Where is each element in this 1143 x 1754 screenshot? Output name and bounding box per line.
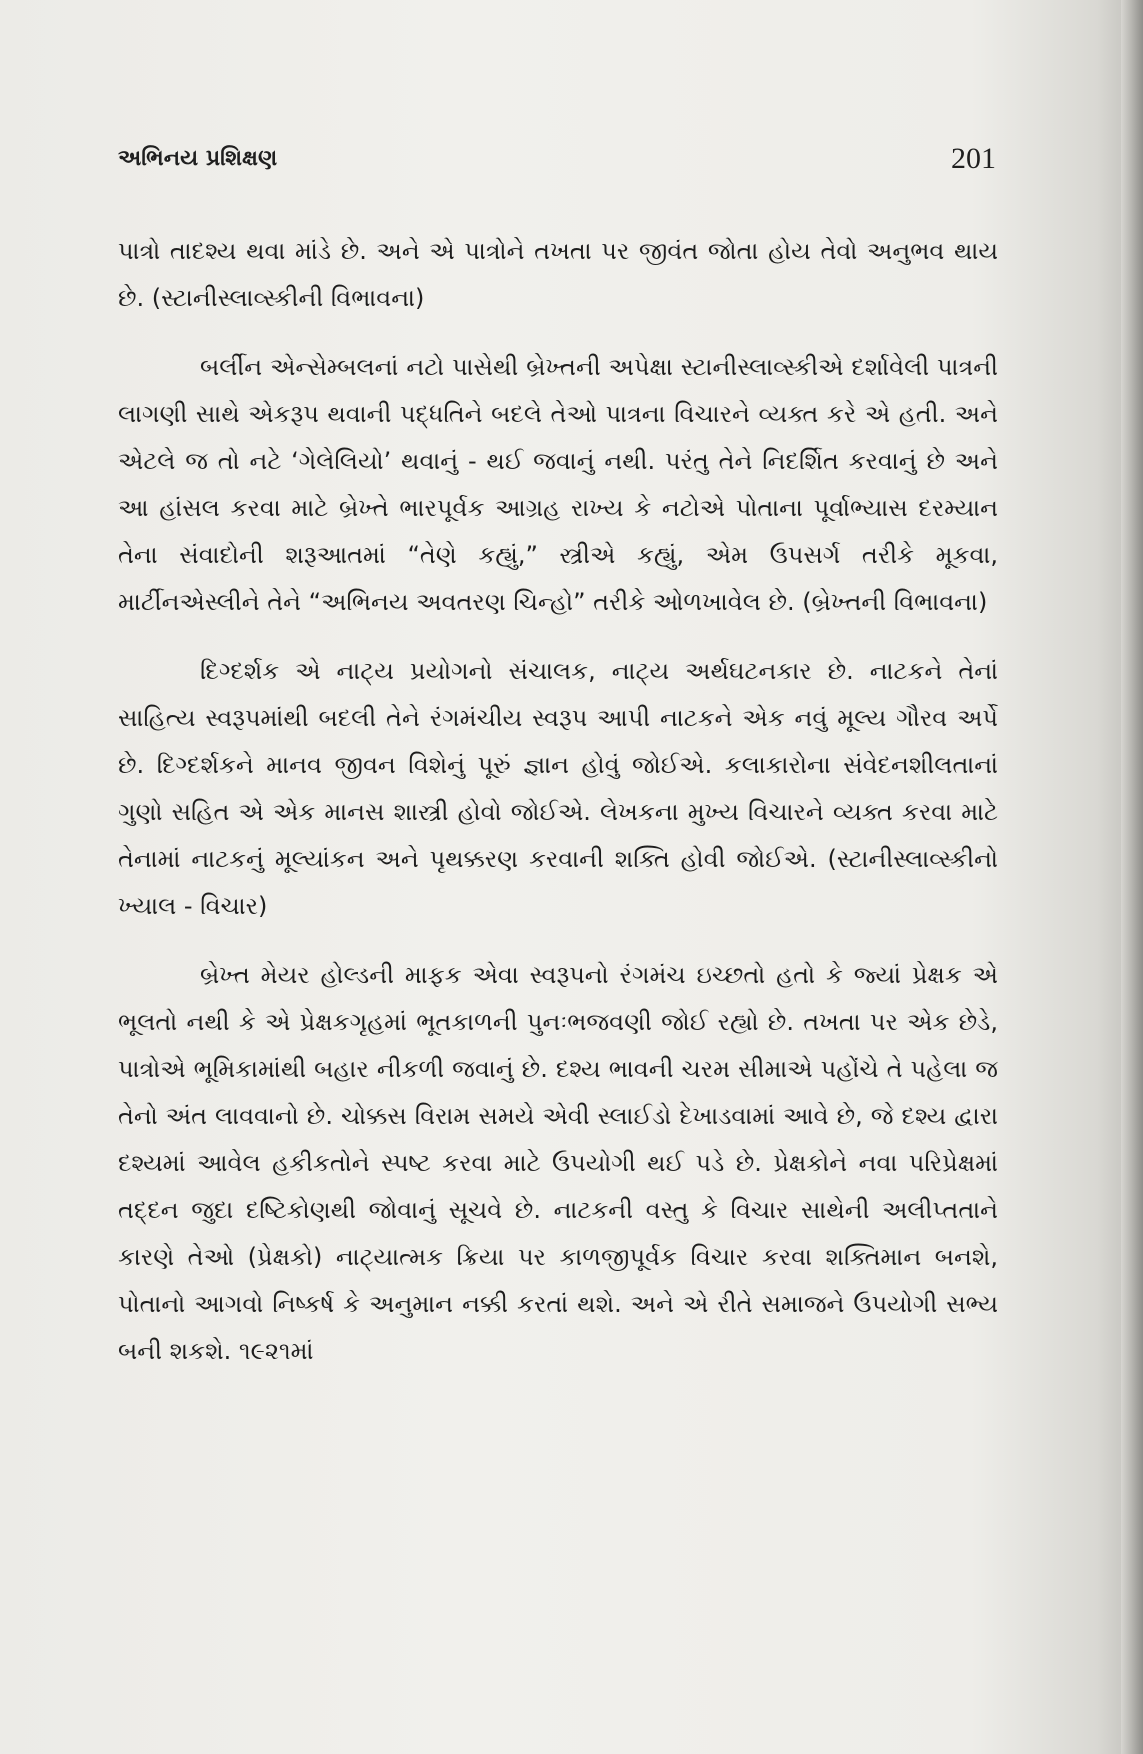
body-text <box>118 228 998 1397</box>
page-number: 201 <box>951 142 996 175</box>
paragraph: દિગ્દર્શક એ નાટ્ય પ્રયોગનો સંચાલક, નાટ્ય અર્થઘટનકાર છે. નાટકને તેનાં સાહિત્ય સ્વરૂપમાંથી બદલી તેને રંગમંચીય સ્વરૂપ આપી નાટકને એક નવું મૂલ્ય ગૌરવ અર્પે છે. દિગ્દર્શકને માનવ જીવન વિશેનું પૂરું જ્ઞાન હોવું જોઈએ. કલાકારોના સંવેદનશીલતાનાં ગુણો સહિત એ એક માનસ શાસ્ત્રી હોવો જોઈએ. લેખકના મુખ્ય વિચારને વ્યક્ત કરવા માટે તેનામાં નાટકનું મૂલ્યાંકન અને પૃથક્કરણ કરવાની શક્તિ હોવી જોઈએ. (સ્ટાનીસ્લાવ્સ્કીનો ખ્યાલ - વિચાર) <box>118 657 998 920</box>
paragraph: પાત્રો તાદશ્ય થવા માંડે છે. અને એ પાત્રોને તખતા પર જીવંત જોતા હોય તેવો અનુભવ થાય છે. (સ્ટાનીસ્લાવ્સ્કીની વિભાવના) <box>118 237 998 312</box>
paragraph: બર્લીન એન્સેમ્બલનાં નટો પાસેથી બ્રેખ્તની અપેક્ષા સ્ટાનીસ્લાવ્સ્કીએ દર્શાવેલી પાત્રની લાગણી સાથે એકરૂપ થવાની પદ્ધતિને બદલે તેઓ પાત્રના વિચારને વ્યક્ત કરે એ હતી. અને એટલે જ તો નટે ‘ગેલેલિયો’ થવાનું - થઈ જવાનું નથી. પરંતુ તેને નિદર્શિત કરવાનું છે અને આ હાંસલ કરવા માટે બ્રેખ્તે ભારપૂર્વક આગ્રહ રાખ્ય કે નટોએ પોતાના પૂર્વાભ્યાસ દરમ્યાન તેના સંવાદોની શરૂઆતમાં “તેણે કહ્યું,” સ્ત્રીએ કહ્યું, એમ ઉપસર્ગ તરીકે મૂકવા, માર્ટીનએસ્લીને તેને “અભિનય અવતરણ ચિન્હો” તરીકે ઓળખાવેલ છે. (બ્રેખ્તની વિભાવના) <box>118 353 998 616</box>
page-edge-shadow <box>1121 0 1143 1754</box>
paragraph: બ્રેખ્ત મેયર હોલ્ડની માફક એવા સ્વરૂપનો રંગમંચ ઇચ્છતો હતો કે જ્યાં પ્રેક્ષક એ ભૂલતો નથી કે એ પ્રેક્ષકગૃહમાં ભૂતકાળની પુનઃભજવણી જોઈ રહ્યો છે. તખતા પર એક છેડે, પાત્રોએ ભૂમિકામાંથી બહાર નીકળી જવાનું છે. દશ્ય ભાવની ચરમ સીમાએ પહોંચે તે પહેલા જ તેનો અંત લાવવાનો છે. ચોક્કસ વિરામ સમયે એવી સ્લાઈડો દેખાડવામાં આવે છે, જે દશ્ય દ્વારા દશ્યમાં આવેલ હકીકતોને સ્પષ્ટ કરવા માટે ઉપયોગી થઈ પડે છે. પ્રેક્ષકોને નવા પરિપ્રેક્ષમાં તદ્દન જુદા દષ્ટિકોણથી જોવાનું સૂચવે છે. નાટકની વસ્તુ કે વિચાર સાથેની અલીપ્તતાને કારણે તેઓ (પ્રેક્ષકો) નાટ્યાત્મક ક્રિયા પર કાળજીપૂર્વક વિચાર કરવા શક્તિમાન બનશે, પોતાનો આગવો નિષ્કર્ષ કે અનુમાન નક્કી કરતાં થશે. અને એ રીતે સમાજને ઉપયોગી સભ્ય બની શકશે. ૧૯૨૧માં <box>118 961 998 1365</box>
running-title: અભિનય પ્રશિક્ષણ <box>118 146 278 171</box>
